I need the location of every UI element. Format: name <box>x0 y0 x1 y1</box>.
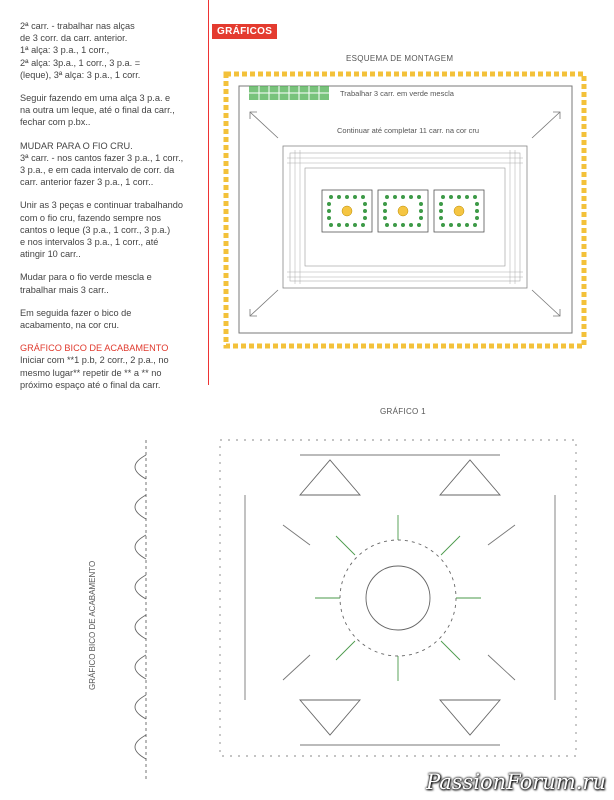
instruction-paragraph: MUDAR PARA O FIO CRU. 3ª carr. - nos cantos fazer 3 p.a., 1 corr., 3 p.a., e em cada intervalo de corr. da carr. anterior fazer 3 p.a., 1 corr.. <box>20 140 184 188</box>
watermark: PassionForum.ru <box>426 770 606 794</box>
edging-text: Iniciar com **1 p.b, 2 corr., 2 p.a., no mesmo lugar** repetir de ** a ** no próximo espaço até o final da carr. <box>20 355 169 390</box>
note-cru-rows: Continuar até completar 11 carr. na cor cru <box>337 126 480 135</box>
motif-row <box>322 190 484 232</box>
note-green-rows: Trabalhar 3 carr. em verde mescla <box>340 89 454 98</box>
graficos-badge: GRÁFICOS <box>212 24 277 39</box>
center-ring <box>366 566 430 630</box>
assembly-diagram <box>226 74 584 346</box>
edging-vertical-label: GRÁFICO BICO DE ACABAMENTO <box>88 560 97 690</box>
grafico1-title: GRÁFICO 1 <box>380 407 426 416</box>
grafico1-diagram <box>220 440 576 756</box>
instruction-paragraph: Em seguida fazer o bico de acabamento, na cor cru. <box>20 307 132 331</box>
instruction-paragraph: Seguir fazendo em uma alça 3 p.a. e na outra um leque, até o final da carr., fechar com p.bx.. <box>20 93 175 128</box>
crochet-field <box>283 146 527 288</box>
instruction-paragraph: 2ª carr. - trabalhar nas alças de 3 corr. da carr. anterior. 1ª alça: 3 p.a., 1 corr., 2ª alça: 3p.a., 1 corr., 3 p.a. = (leque), 3ª alça: 3 p.a., 1 corr. <box>20 21 141 80</box>
instruction-paragraph: Unir as 3 peças e continuar trabalhando com o fio cru, fazendo sempre nos cantos o leque (3 p.a., 1 corr., 3 p.a.) e nos intervalos 3 p.a., 1 corr., até atingir 10 carr.. <box>20 200 183 260</box>
assembly-title: ESQUEMA DE MONTAGEM <box>346 54 454 63</box>
edging-title: GRÁFICO BICO DE ACABAMENTO <box>20 343 169 354</box>
instruction-paragraph: Mudar para o fio verde mescla e trabalhar mais 3 carr.. <box>20 272 152 295</box>
edging-chart <box>135 440 146 780</box>
